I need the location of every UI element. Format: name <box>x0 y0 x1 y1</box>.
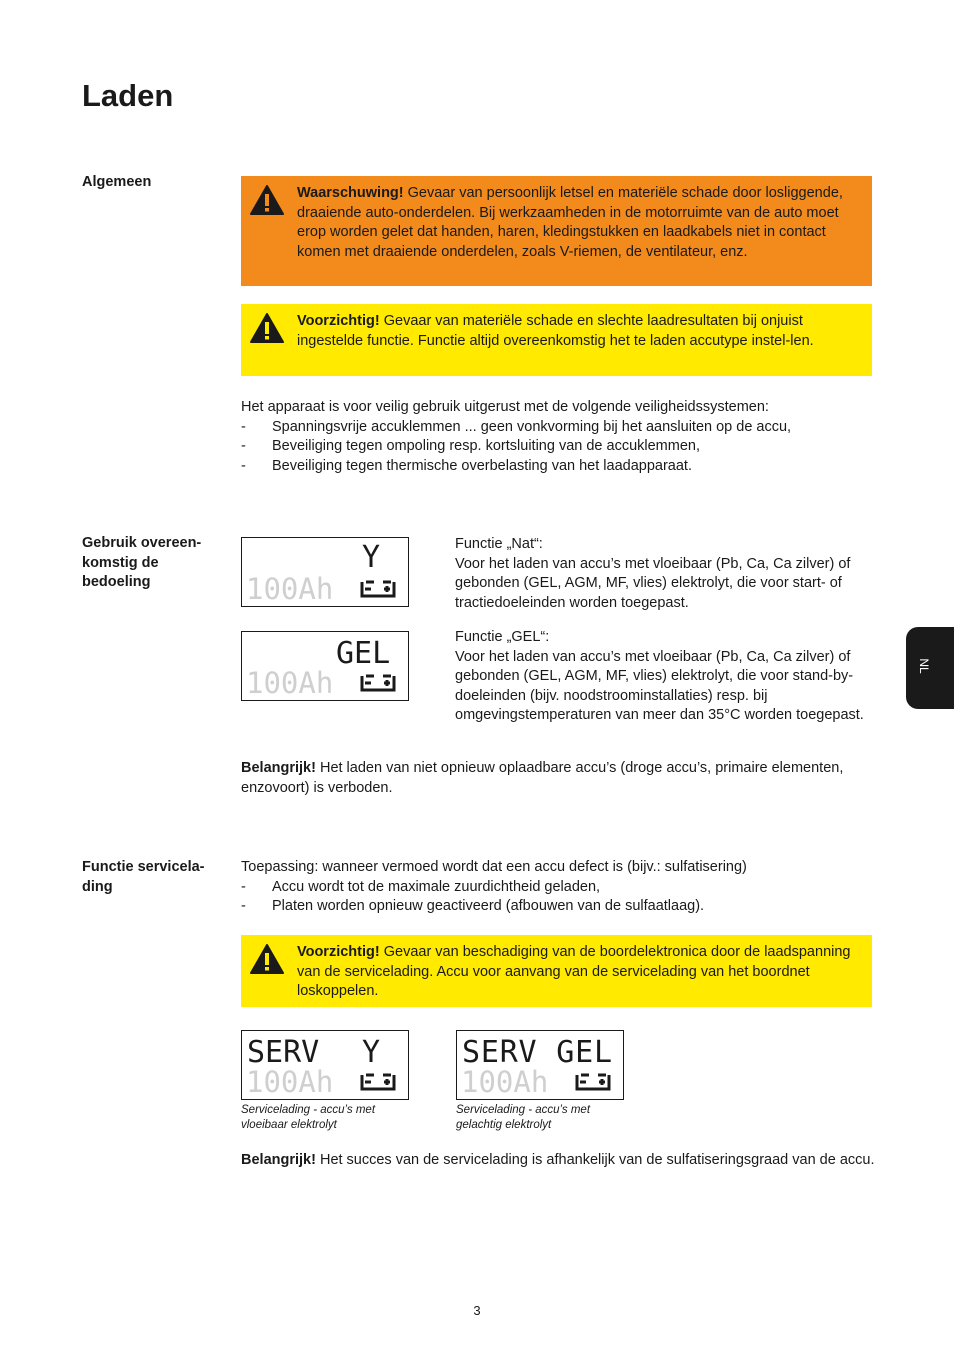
warning-triangle-icon <box>250 185 284 215</box>
list-item: - Beveiliging tegen thermische overbelasting van het laadapparaat. <box>241 457 881 477</box>
lcd-display-nat <box>241 537 409 607</box>
function-gel-title: Functie „GEL“: <box>455 629 550 645</box>
lcd-capacity-text: 100Ah <box>246 1065 334 1099</box>
section-heading-service <box>82 858 232 897</box>
list-item: - Spanningsvrije accuklemmen ... geen vonkvorming bij het aansluiten op de accu, <box>241 418 881 438</box>
caution-box <box>241 304 872 376</box>
warning-label: Waarschuwing! <box>297 185 404 201</box>
caption-line: Servicelading - accu’s met <box>456 1104 591 1116</box>
battery-icon <box>577 1075 609 1089</box>
caution-text: Gevaar van beschadiging van de boordelektronica door de laadspanning van de servicelading. Accu voor aanvang van de servicelading van het boordnet loskoppelen. <box>297 944 851 999</box>
list-item: - Platen worden opnieuw geactiveerd (afbouwen van de sulfaatlaag). <box>241 897 881 917</box>
lcd-wet-symbol: Y <box>362 540 381 575</box>
safety-systems <box>241 398 881 476</box>
list-item: - Accu wordt tot de maximale zuurdichtheid geladen, <box>241 878 881 898</box>
caution-text: Gevaar van materiële schade en slechte laadresultaten bij onjuist ingestelde functie. Functie altijd overeenkomstig het te laden accutype instel-len. <box>297 313 814 349</box>
heading-line: komstig de <box>82 554 159 571</box>
language-tab-label: NL <box>917 658 931 674</box>
list-item: - Beveiliging tegen ompoling resp. kortsluiting van de accuklemmen, <box>241 437 881 457</box>
important-note-service <box>241 1151 881 1171</box>
service-list <box>241 878 881 917</box>
heading-line: ding <box>82 878 113 895</box>
function-nat-title: Functie „Nat“: <box>455 536 543 552</box>
caption-line: vloeibaar elektrolyt <box>241 1119 337 1131</box>
safety-intro: Het apparaat is voor veilig gebruik uitgerust met de volgende veiligheidssystemen: <box>241 399 769 415</box>
important-label: Belangrijk! <box>241 1152 316 1168</box>
lcd-display-gel <box>241 631 409 701</box>
heading-line: bedoeling <box>82 574 151 590</box>
battery-icon <box>362 1075 394 1089</box>
caution-label: Voorzichtig! <box>297 313 380 329</box>
service-caution-box <box>241 935 872 1007</box>
language-side-tab <box>906 627 954 709</box>
service-description <box>241 858 881 917</box>
function-gel-text: Voor het laden van accu’s met vloeibaar (Pb, Ca, Ca zilver) of gebonden (GEL, AGM, MF, vlies) elektrolyt, die voor stand-by-doeleinden (bijv. noodstroominstallaties) resp. bij omgevingstemperaturen van meer dan 35°C worden toegepast. <box>455 648 864 723</box>
lcd-display-serv-gel <box>456 1030 624 1100</box>
important-text: Het laden van niet opnieuw oplaadbare accu’s (droge accu’s, primaire elementen, enzovoort) is verboden. <box>241 760 844 796</box>
lcd-top-text: SERV <box>247 1035 320 1070</box>
function-nat-text: Voor het laden van accu’s met vloeibaar (Pb, Ca, Ca zilver) of gebonden (GEL, AGM, MF, vlies) elektrolyt, die voor start- of tractiedoeleinden worden toegepast. <box>455 555 851 611</box>
lcd-capacity-text: 100Ah <box>246 572 334 606</box>
page-title: Laden <box>82 78 174 113</box>
page-number: 3 <box>473 1303 481 1318</box>
important-note-charging <box>241 759 881 798</box>
lcd-capacity-text: 100Ah <box>246 666 334 700</box>
heading-line: Gebruik overeen- <box>82 535 202 551</box>
caption-serv-gel <box>456 1103 636 1133</box>
caption-line: gelachtig elektrolyt <box>456 1119 552 1131</box>
warning-text: Gevaar van persoonlijk letsel en materiële schade door losliggende, draaiende auto-onderdelen. Bij werkzaamheden in de motorruimte van de auto moet erop worden gelet dat handen, haren, kledingstukken en laadkabels niet in contact komen met draaiende onderdelen, zoals V-riemen, de ventilateur, enz. <box>297 185 843 260</box>
warning-box <box>241 176 872 286</box>
function-nat <box>455 535 875 613</box>
important-label: Belangrijk! <box>241 760 316 776</box>
lcd-top-text: SERV GEL <box>462 1035 612 1070</box>
section-heading-gebruik <box>82 534 232 593</box>
heading-line: Algemeen <box>82 174 152 190</box>
caution-label: Voorzichtig! <box>297 944 380 960</box>
heading-line: Functie servicela- <box>82 859 205 875</box>
section-heading-algemeen <box>82 173 232 193</box>
function-gel <box>455 628 875 726</box>
lcd-capacity-text: 100Ah <box>461 1065 549 1099</box>
warning-triangle-icon <box>250 944 284 974</box>
caption-serv-nat <box>241 1103 421 1133</box>
lcd-wet-symbol: Y <box>362 1035 381 1070</box>
service-intro: Toepassing: wanneer vermoed wordt dat een accu defect is (bijv.: sulfatisering) <box>241 859 747 875</box>
warning-triangle-icon <box>250 313 284 343</box>
caption-line: Servicelading - accu’s met <box>241 1104 376 1116</box>
safety-list <box>241 418 881 477</box>
lcd-top-text: GEL <box>336 636 391 671</box>
battery-icon <box>362 676 394 690</box>
lcd-display-serv-nat <box>241 1030 409 1100</box>
battery-icon <box>362 582 394 596</box>
important-text: Het succes van de servicelading is afhankelijk van de sulfatiseringsgraad van de accu. <box>315 1152 875 1168</box>
